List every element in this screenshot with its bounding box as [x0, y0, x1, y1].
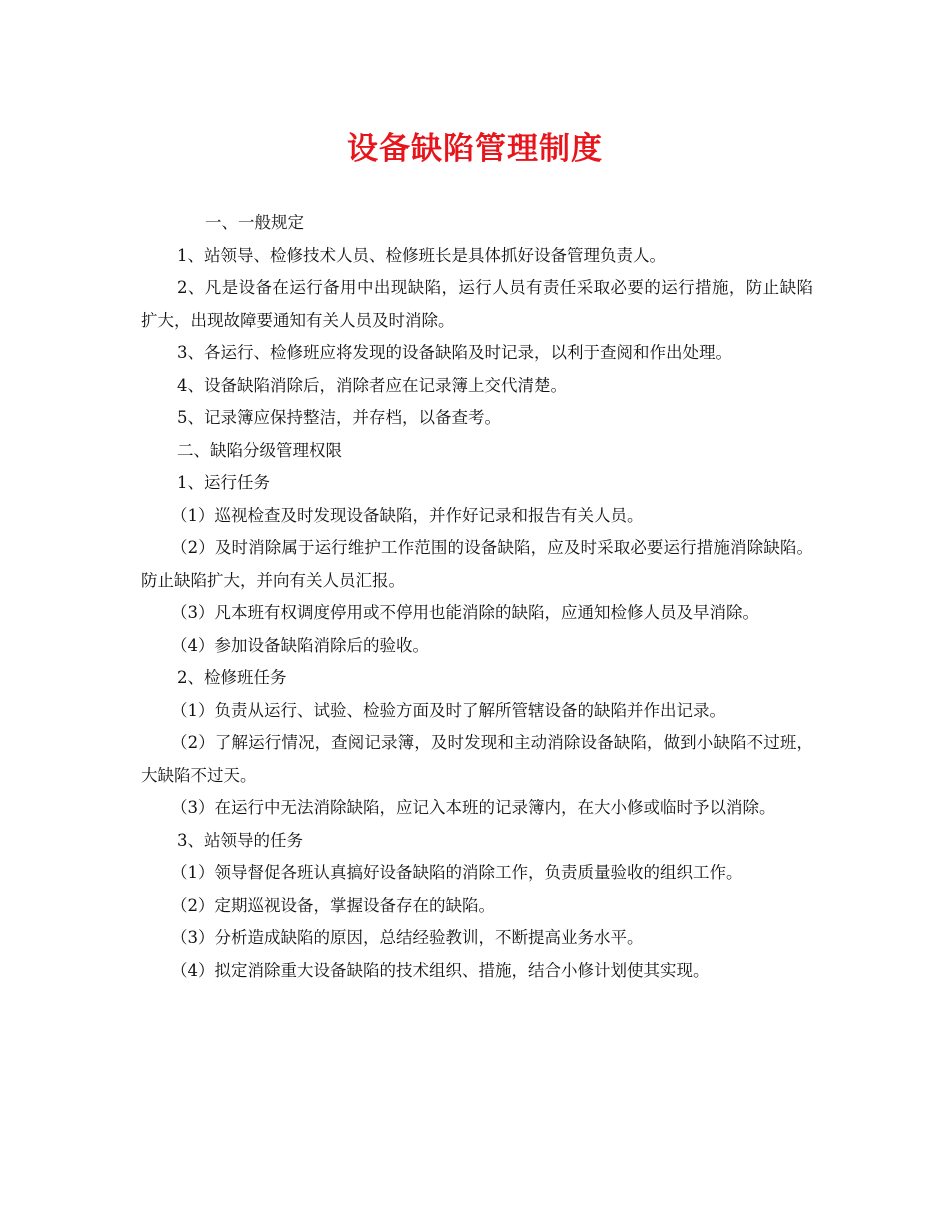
paragraph: 5、记录簿应保持整洁，并存档，以备查考。 — [177, 408, 501, 427]
paragraph: 1、运行任务 — [177, 473, 270, 492]
paragraph: 2、凡是设备在运行备用中出现缺陷，运行人员有责任采取必要的运行措施，防止缺陷扩大，出现故障要通知有关人员及时消除。 — [141, 278, 813, 330]
paragraph: （3）凡本班有权调度停用或不停用也能消除的缺陷，应通知检修人员及早消除。 — [171, 603, 759, 622]
document-body — [141, 207, 813, 987]
paragraph: （1）领导督促各班认真搞好设备缺陷的消除工作，负责质量验收的组织工作。 — [171, 863, 743, 882]
paragraph: 4、设备缺陷消除后，消除者应在记录簿上交代清楚。 — [177, 375, 567, 395]
paragraph: 二、缺陷分级管理权限 — [177, 440, 342, 460]
paragraph: 一、一般规定 — [205, 213, 304, 232]
paragraph: （1）巡视检查及时发现设备缺陷，并作好记录和报告有关人员。 — [171, 505, 644, 525]
paragraph: （1）负责从运行、试验、检验方面及时了解所管辖设备的缺陷并作出记录。 — [171, 700, 726, 720]
paragraph: 1、站领导、检修技术人员、检修班长是具体抓好设备管理负责人。 — [177, 245, 666, 265]
paragraph: （2）了解运行情况，查阅记录簿，及时发现和主动消除设备缺陷，做到小缺陷不过班，大缺陷不过天。 — [141, 733, 813, 785]
paragraph: （4）拟定消除重大设备缺陷的技术组织、措施，结合小修计划使其实现。 — [171, 960, 710, 980]
paragraph: 2、检修班任务 — [177, 668, 287, 687]
paragraph: 3、各运行、检修班应将发现的设备缺陷及时记录，以利于查阅和作出处理。 — [177, 343, 732, 362]
paragraph: （3）分析造成缺陷的原因，总结经验教训，不断提高业务水平。 — [171, 928, 644, 947]
paragraph: （2）及时消除属于运行维护工作范围的设备缺陷，应及时采取必要运行措施消除缺陷。防止缺陷扩大，并向有关人员汇报。 — [141, 538, 813, 590]
paragraph: （2）定期巡视设备，掌握设备存在的缺陷。 — [171, 895, 495, 915]
document-title: 设备缺陷管理制度 — [347, 131, 603, 167]
paragraph: 3、站领导的任务 — [177, 830, 303, 850]
paragraph: （3）在运行中无法消除缺陷，应记入本班的记录簿内，在大小修或临时予以消除。 — [171, 798, 776, 817]
paragraph: （4）参加设备缺陷消除后的验收。 — [171, 635, 429, 655]
